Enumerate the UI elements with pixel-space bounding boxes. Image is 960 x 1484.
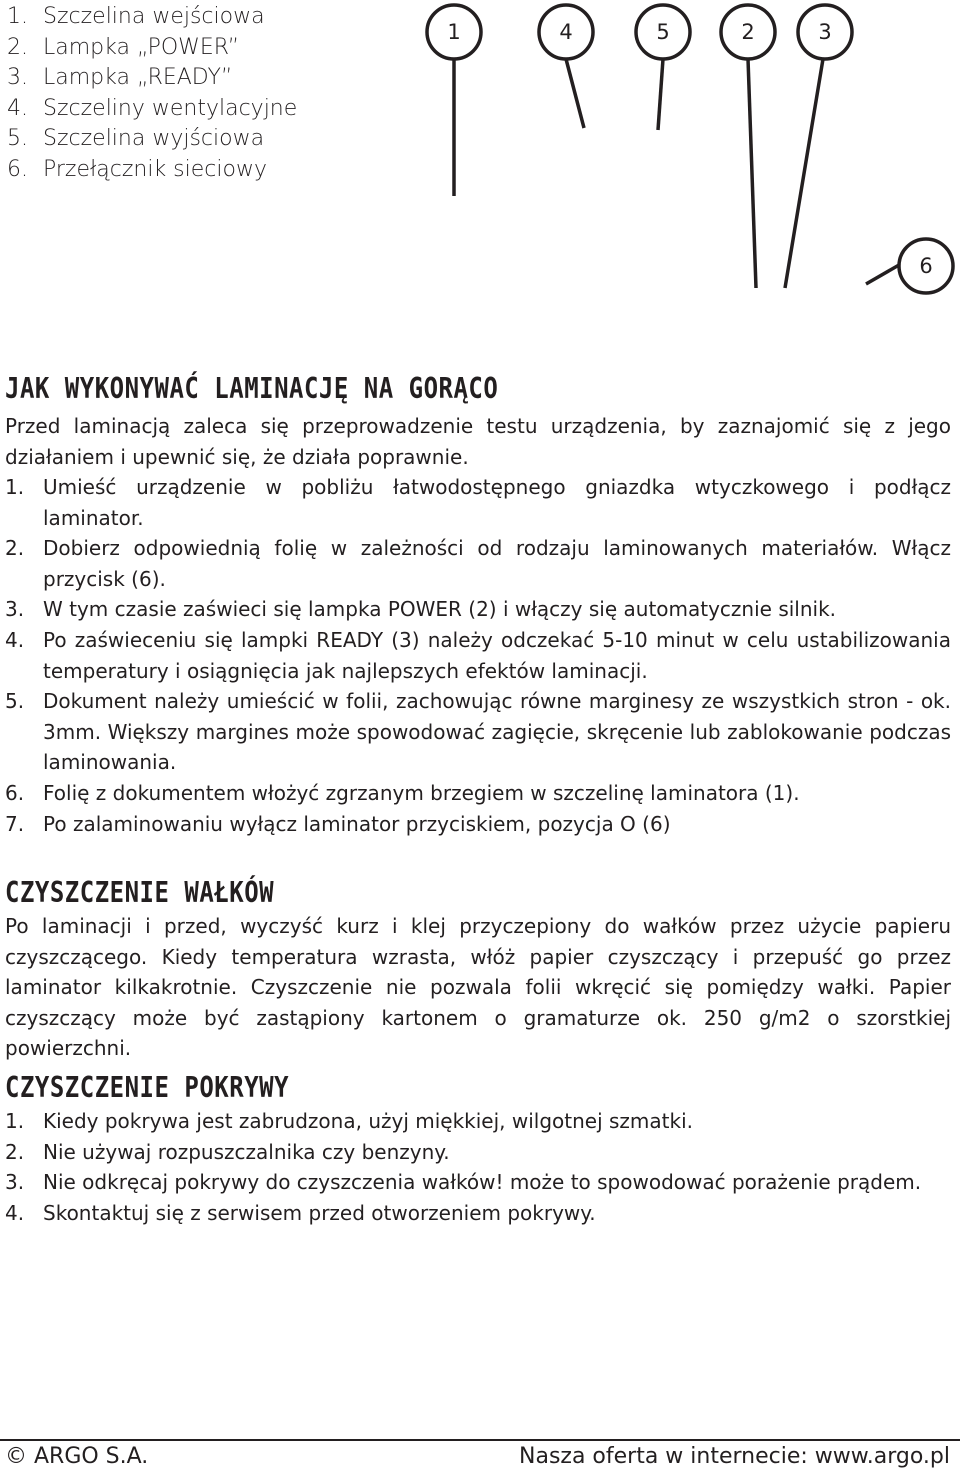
list-item: 3. W tym czasie zaświeci się lampka POWER (2) i włączy się automatycznie silnik. [5, 597, 837, 622]
list-item: 3. Nie odkręcaj pokrywy do czyszczenia wałków! może to spowodować porażenie prądem. [5, 1170, 922, 1195]
section-title-roller-cleaning: CZYSZCZENIE WAŁKÓW [5, 876, 275, 910]
callout-label: 2 [741, 20, 755, 44]
list-item: 1. Kiedy pokrywa jest zabrudzona, użyj miękkiej, wilgotnej szmatki. [5, 1109, 694, 1133]
footer-website: Nasza oferta w internecie: www.argo.pl [519, 1444, 950, 1469]
parts-legend-item: 3. Lampka „READY” [7, 65, 233, 91]
list-item: 4. Skontaktuj się z serwisem przed otworzeniem pokrywy. [5, 1200, 596, 1225]
list-item: 1. Umieść urządzenie w pobliżu łatwodostępnego gniazdka wtyczkowego i podłącz laminator. [5, 475, 951, 530]
hot-lamination-steps [5, 472, 951, 839]
section-title-cover-cleaning: CZYSZCZENIE POKRYWY [5, 1071, 290, 1105]
cover-cleaning-steps [5, 1106, 951, 1228]
list-item: 2. Dobierz odpowiednią folię w zależności od rodzaju laminowanych materiałów. Włącz przycisk (6). [5, 536, 951, 591]
list-item: 5. Dokument należy umieścić w folii, zachowując równe marginesy ze wszystkich stron - ok. 3mm. Większy margines może spowodować zagięcie, skręcenie lub zablokowanie podczas laminowania. [5, 689, 951, 775]
callout-label: 1 [447, 20, 461, 44]
list-item: 6. Folię z dokumentem włożyć zgrzanym brzegiem w szczelinę laminatora (1). [5, 780, 800, 805]
parts-legend-item: 4. Szczeliny wentylacyjne [7, 95, 298, 121]
callout-leader-2 [748, 59, 756, 288]
hot-lamination-intro: Przed laminacją zaleca się przeprowadzenie testu urządzenia, by zaznajomić się z jego działaniem i upewnić się, że działa poprawnie. [5, 414, 951, 469]
callout-leader-3 [785, 59, 823, 288]
section-title-hot-lamination: JAK WYKONYWAĆ LAMINACJĘ NA GORĄCO [5, 372, 499, 406]
list-item: 2. Nie używaj rozpuszczalnika czy benzyny. [5, 1139, 450, 1164]
roller-cleaning-text: Po laminacji i przed, wyczyść kurz i klej przyczepiony do wałków przez użycie papieru czyszczącego. Kiedy temperatura wzrasta, włóż papier czyszczący i przepuść go przez laminator kilkakrotnie. Czyszczenie nie pozwala folii wkręcić się pomiędzy wałki. Papier czyszczący może być zastąpiony kartonem o gramaturze ok. 250 g/m2 o szorstkiej powierzchni. [5, 914, 951, 1061]
callout-leader-5 [658, 59, 663, 130]
callout-leader-6 [866, 265, 899, 284]
parts-legend-item: 5. Szczelina wyjściowa [7, 126, 265, 152]
callout-label: 3 [818, 20, 832, 44]
callout-label: 6 [919, 254, 933, 278]
list-item: 7. Po zalaminowaniu wyłącz laminator przyciskiem, pozycja O (6) [5, 811, 671, 836]
callout-label: 4 [559, 20, 573, 44]
footer-copyright: © ARGO S.A. [5, 1444, 149, 1469]
callout-diagram [0, 0, 960, 300]
callout-label: 5 [656, 20, 670, 44]
parts-legend-item: 2. Lampka „POWER” [7, 34, 240, 60]
parts-legend-item: 1. Szczelina wejściowa [7, 4, 265, 29]
footer-divider [0, 1439, 960, 1441]
parts-legend-item: 6. Przełącznik sieciowy [7, 156, 267, 182]
callout-leader-4 [566, 59, 584, 128]
list-item: 4. Po zaświeceniu się lampki READY (3) należy odczekać 5-10 minut w celu ustabilizowania temperatury i osiągnięcia jak najlepszych efektów laminacji. [5, 627, 951, 683]
